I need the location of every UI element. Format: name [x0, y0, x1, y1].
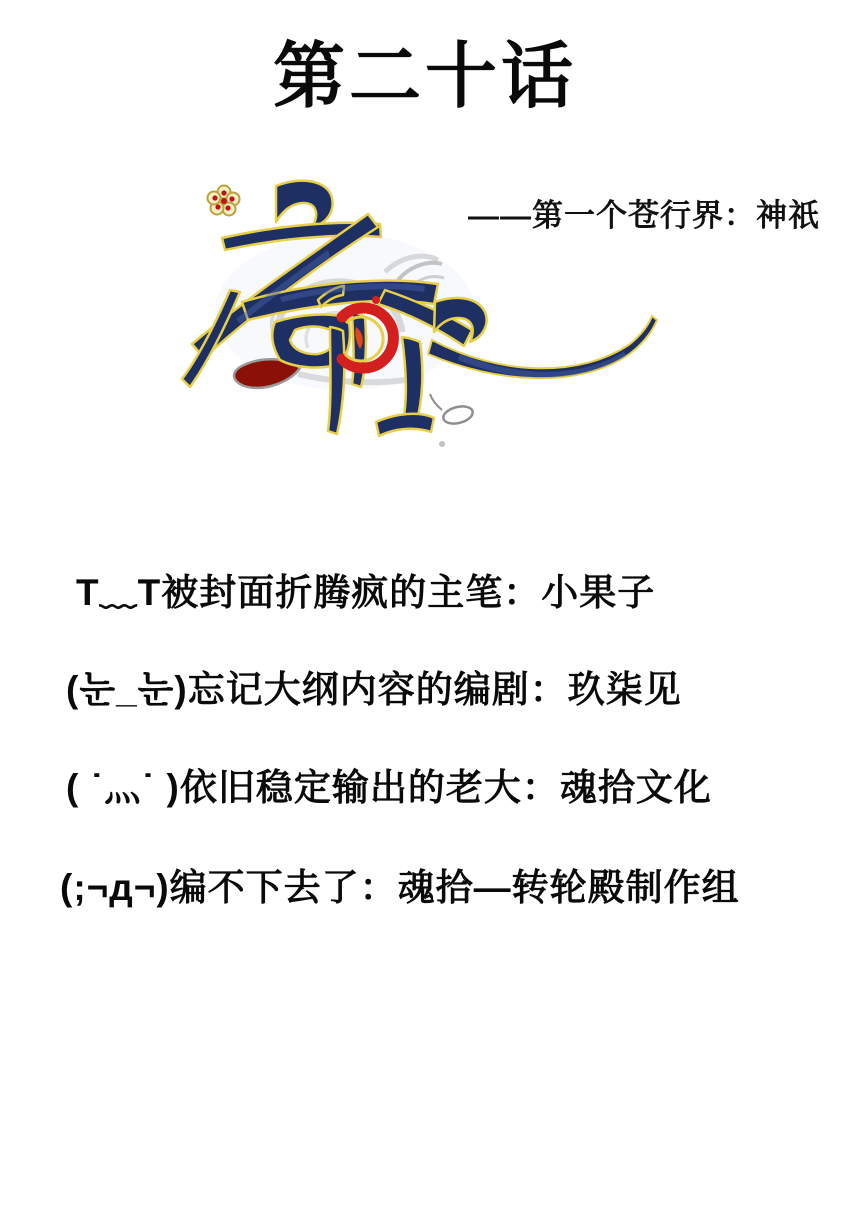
chapter-tagline: ——第一个苍行界：神祇 [468, 198, 820, 233]
series-logo [180, 172, 662, 458]
credit-line-boss: ( ˙灬˙ )依旧稳定输出的老大：魂拾文化 [66, 767, 712, 808]
chapter-title: 第二十话 [272, 37, 577, 117]
credit-line-writer: (눈_눈)忘记大纲内容的编剧：玖柒见 [66, 669, 682, 710]
credit-line-studio: (;¬д¬)编不下去了：魂拾—转轮殿制作组 [60, 867, 740, 908]
logo-red-dot [372, 296, 380, 304]
credit-line-artist: T﹏T被封面折腾疯的主笔：小果子 [76, 572, 656, 613]
logo-ink-loop [430, 394, 474, 447]
flower-seal-icon [208, 186, 240, 216]
